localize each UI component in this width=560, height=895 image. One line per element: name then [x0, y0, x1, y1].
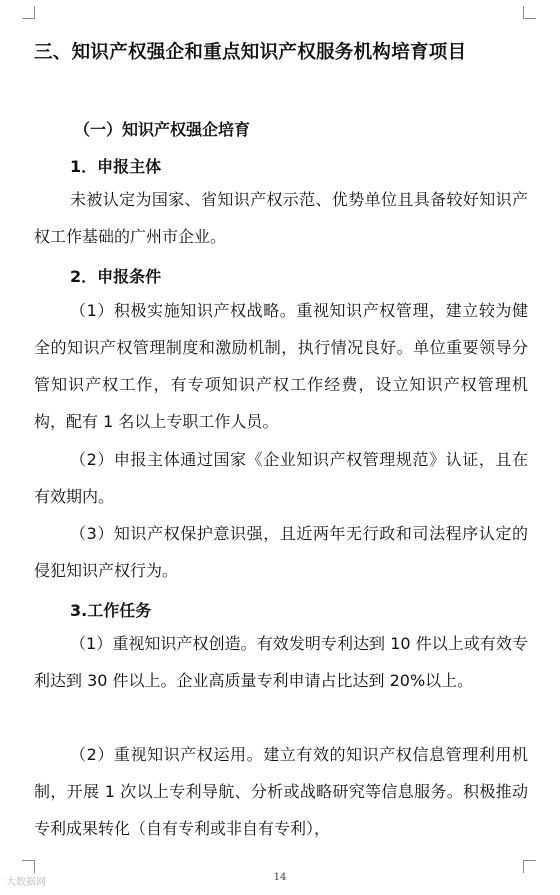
crop-mark-top-left [22, 6, 35, 19]
paragraph-task-1: （1）重视知识产权创造。有效发明专利达到 10 件以上或有效专利达到 30 件以上。企业高质量专利申请占比达到 20%以上。 [34, 634, 528, 690]
watermark: 大数据网 [6, 877, 46, 888]
paragraph-applicant: 未被认定为国家、省知识产权示范、优势单位且具备较好知识产权工作基础的广州市企业。 [34, 190, 528, 246]
subsection-heading-conditions: 2．申报条件 [70, 267, 162, 286]
paragraph-condition-2: （2）申报主体通过国家《企业知识产权管理规范》认证，且在有效期内。 [34, 450, 528, 506]
subsection-heading-applicant: 1．申报主体 [70, 157, 162, 176]
paragraph-condition-1: （1）积极实施知识产权战略。重视知识产权管理，建立较为健全的知识产权管理制度和激励机制，执行情况良好。单位重要领导分管知识产权工作，有专项知识产权工作经费，设立知识产权管理机构，配有 1 名以上专职工作人员。 [34, 301, 528, 431]
section-heading: （一）知识产权强企培育 [74, 120, 251, 139]
paragraph-condition-3: （3）知识产权保护意识强，且近两年无行政和司法程序认定的侵犯知识产权行为。 [34, 524, 528, 580]
crop-mark-top-right [523, 6, 536, 19]
document-title: 三、知识产权强企和重点知识产权服务机构培育项目 [34, 42, 467, 63]
paragraph-task-2: （2）重视知识产权运用。建立有效的知识产权信息管理利用机制，开展 1 次以上专利导航、分析或战略研究等信息服务。积极推动专利成果转化（自有专利或非自有专利）， [34, 745, 528, 838]
subsection-heading-tasks: 3.工作任务 [70, 601, 152, 620]
page-number: 14 [273, 872, 287, 883]
